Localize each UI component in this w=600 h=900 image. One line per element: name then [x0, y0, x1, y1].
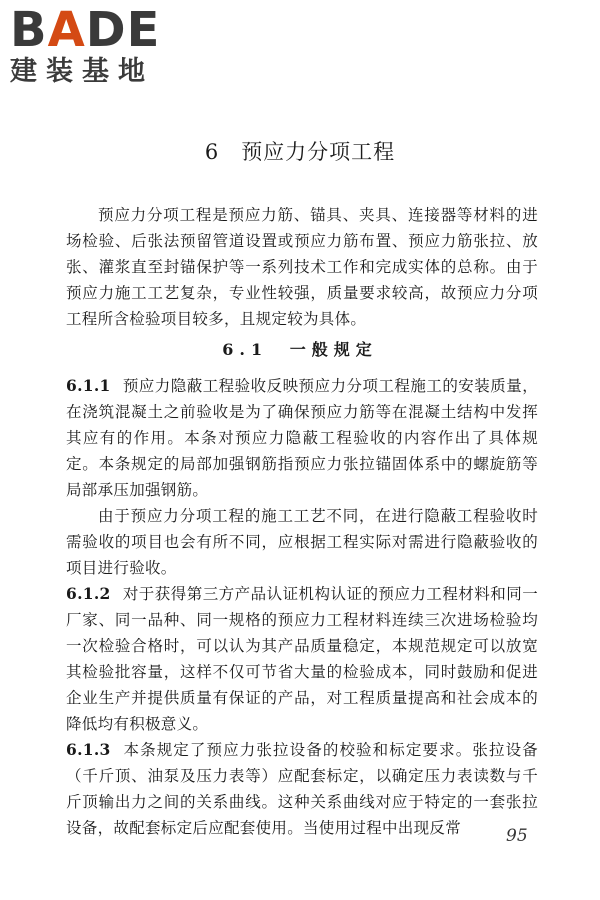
clauses-block	[66, 373, 538, 841]
intro-paragraph: 预应力分项工程是预应力筋、锚具、夹具、连接器等材料的进场检验、后张法预留管道设置或预应力筋布置、预应力筋张拉、放张、灌浆直至封锚保护等一系列技术工作和完成实体的总称。由于预应力施工工艺复杂，专业性较强，质量要求较高，故预应力分项工程所含检验项目较多，且规定较为具体。	[66, 206, 538, 328]
logo-accent-letter: A	[47, 2, 86, 58]
logo-wordmark	[10, 4, 160, 56]
logo	[10, 4, 175, 88]
clause-6-1-1-para-2: 由于预应力分项工程的施工工艺不同，在进行隐蔽工程验收时需验收的项目也会有所不同，应根据工程实际对需进行隐蔽验收的项目进行验收。	[66, 507, 538, 577]
section-number: 6.1	[222, 340, 269, 359]
chapter-number: 6	[204, 140, 220, 164]
clause-number: 6.1.1	[66, 376, 111, 395]
clause-text: 本条规定了预应力张拉设备的校验和标定要求。张拉设备（千斤顶、油泵及压力表等）应配套标定，以确定压力表读数与千斤顶输出力之间的关系曲线。这种关系曲线对应于特定的一套张拉设备，故配套标定后应配套使用。当使用过程中出现反常	[66, 741, 538, 837]
chapter-title-text: 预应力分项工程	[241, 140, 396, 164]
section-heading	[0, 337, 600, 363]
clause-number: 6.1.2	[66, 584, 111, 603]
clause-6-1-2	[66, 581, 538, 737]
logo-subtitle: 建装基地	[10, 56, 154, 87]
logo-word-text: BADE	[10, 2, 161, 58]
clause-number: 6.1.3	[66, 740, 111, 759]
chapter-title	[0, 138, 600, 166]
clause-6-1-3	[66, 737, 538, 841]
clause-text: 对于获得第三方产品认证机构认证的预应力工程材料和同一厂家、同一品种、同一规格的预应力工程材料连续三次进场检验均一次检验合格时，可以认为其产品质量稳定，本规范规定可以放宽其检验批容量，这样不仅可节省大量的检验成本，同时鼓励和促进企业生产并提供质量有保证的产品，对工程质量提高和社会成本的降低均有积极意义。	[66, 585, 538, 733]
page-number: 95	[506, 826, 528, 846]
section-title: 一般规定	[289, 340, 378, 359]
clause-text: 预应力隐蔽工程验收反映预应力分项工程施工的安装质量，在浇筑混凝土之前验收是为了确保预应力筋等在混凝土结构中发挥其应有的作用。本条对预应力隐蔽工程验收的内容作出了具体规定。本条规定的局部加强钢筋指预应力张拉锚固体系中的螺旋筋等局部承压加强钢筋。	[66, 377, 538, 499]
clause-6-1-1	[66, 373, 538, 503]
intro-block	[66, 202, 538, 332]
